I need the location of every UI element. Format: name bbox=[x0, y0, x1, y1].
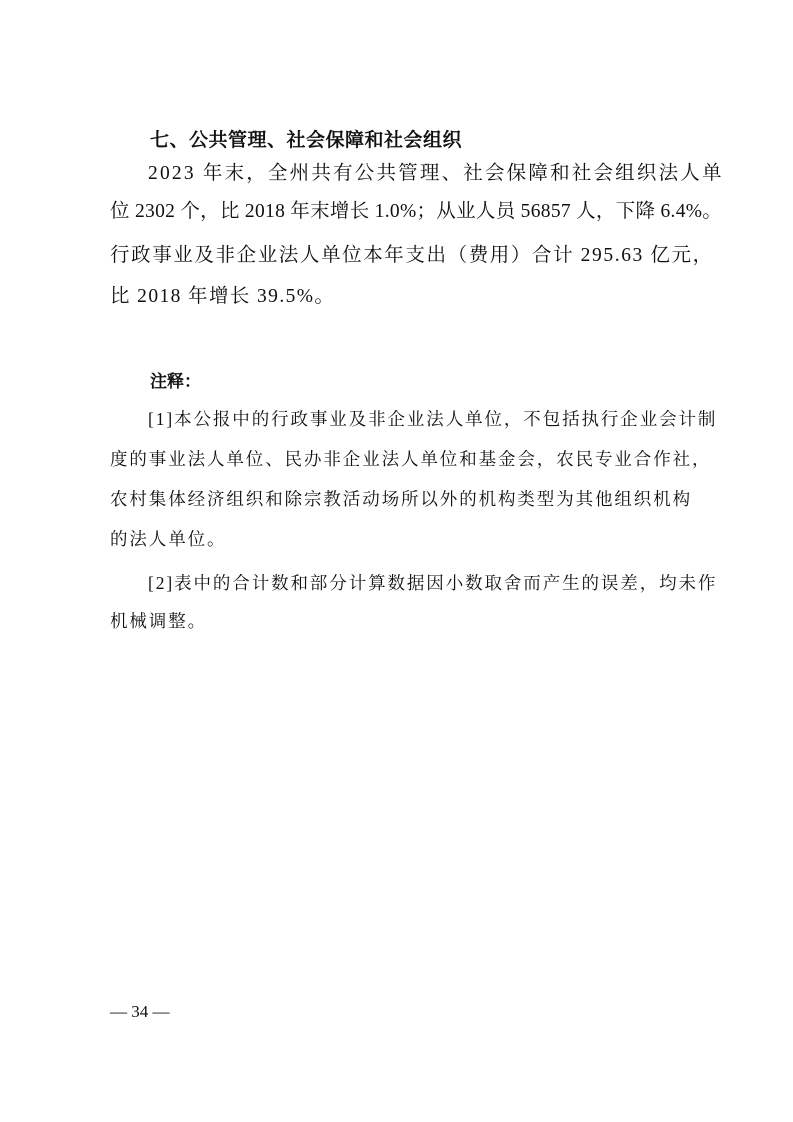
paragraph-line: 位 2302 个，比 2018 年末增长 1.0%；从业人员 56857 人，下降 6.4%。 bbox=[110, 201, 723, 222]
note-line: 的法人单位。 bbox=[110, 529, 227, 549]
paragraph-line: 行政事业及非企业法人单位本年支出（费用）合计 295.63 亿元， bbox=[110, 245, 714, 266]
paragraph-line: 2023 年末，全州共有公共管理、社会保障和社会组织法人单 bbox=[148, 163, 724, 184]
section-heading: 七、公共管理、社会保障和社会组织 bbox=[150, 129, 463, 151]
notes-heading: 注释： bbox=[150, 372, 201, 392]
note-line: [1]本公报中的行政事业及非企业法人单位，不包括执行企业会计制 bbox=[148, 409, 718, 429]
page-number: — 34 — bbox=[110, 1002, 170, 1021]
note-line: 度的事业法人单位、民办非企业法人单位和基金会，农民专业合作社， bbox=[110, 449, 712, 469]
note-line: 农村集体经济组织和除宗教活动场所以外的机构类型为其他组织机构 bbox=[110, 489, 692, 509]
paragraph-line: 比 2018 年增长 39.5%。 bbox=[110, 286, 336, 307]
note-line: [2]表中的合计数和部分计算数据因小数取舍而产生的误差，均未作 bbox=[148, 573, 718, 593]
note-line: 机械调整。 bbox=[110, 611, 207, 631]
